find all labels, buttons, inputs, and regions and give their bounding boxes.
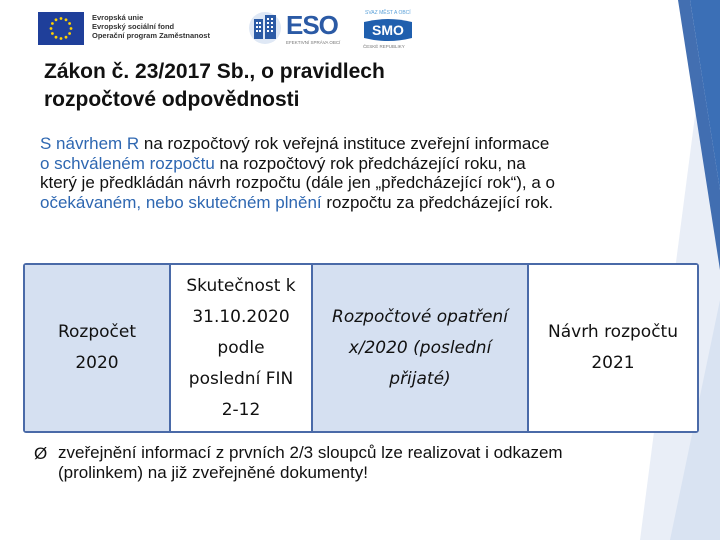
smo-logo [360, 10, 430, 50]
arrow-bullet-icon: Ø [34, 444, 48, 463]
eso-name: ESO [286, 10, 338, 40]
smo-subtitle: ČESKÉ REPUBLIKY [363, 44, 405, 49]
eu-line-1: Evropská unie [92, 13, 144, 22]
cell-line: podle [217, 337, 265, 358]
table-cell-budget-2020 [25, 265, 169, 431]
title-line-2: rozpočtové odpovědnosti [44, 88, 300, 111]
body-text-2: na rozpočtový rok předcházející roku, na který je předkládán návrh rozpočtu (dále jen „předcházející rok“), a o [40, 153, 555, 193]
body-highlight-1: S návrhem R [40, 134, 140, 153]
cell-line: x/2020 (poslední [348, 337, 492, 358]
body-paragraph [40, 134, 560, 212]
cell-line: přijaté) [389, 368, 451, 389]
title-line-1: Zákon č. 23/2017 Sb., o pravidlech [44, 60, 385, 83]
cell-line: Rozpočet [57, 322, 137, 342]
cell-line: Návrh rozpočtu [548, 322, 678, 342]
table-cell-budget-measure [311, 265, 527, 431]
cell-line: 2-12 [221, 399, 261, 420]
body-highlight-3: očekávaném, nebo skutečném plnění [40, 192, 322, 212]
body-text-1: na rozpočtový rok veřejná instituce zveřejní informace [139, 134, 550, 153]
cell-line: poslední FIN [188, 368, 294, 389]
eso-logo [248, 8, 344, 48]
cell-line: 2021 [591, 353, 635, 373]
cell-line: 2020 [75, 353, 119, 373]
eso-subtitle: EFEKTIVNÍ SPRÁVA OBCÍ [286, 40, 341, 45]
logo-bar [0, 0, 560, 56]
eu-logo-text [92, 13, 210, 40]
budget-table [23, 263, 699, 433]
table-cell-actual [169, 265, 311, 431]
cell-line: Rozpočtové opatření [332, 306, 508, 327]
smo-name: SMO [372, 22, 404, 38]
eso-building-icon [248, 11, 282, 45]
body-text-3: rozpočtu za předcházející rok. [321, 192, 554, 212]
smo-badge-icon [362, 18, 414, 42]
body-highlight-2: o schváleném rozpočtu [40, 153, 215, 173]
bullet-text: zveřejnění informací z prvních 2/3 sloupců lze realizovat i odkazem (prolinkem) na již zveřejněné dokumenty! [58, 443, 563, 482]
smo-top-text: SVAZ MĚST A OBCÍ [365, 10, 411, 16]
eu-line-2: Evropský sociální fond [92, 22, 175, 31]
cell-line: 31.10.2020 [192, 306, 290, 327]
eu-line-3: Operační program Zaměstnanost [92, 31, 210, 40]
table-cell-budget-proposal [527, 265, 697, 431]
eu-flag-icon [38, 12, 84, 45]
cell-line: Skutečnost k [186, 275, 296, 296]
slide-title [44, 58, 484, 114]
